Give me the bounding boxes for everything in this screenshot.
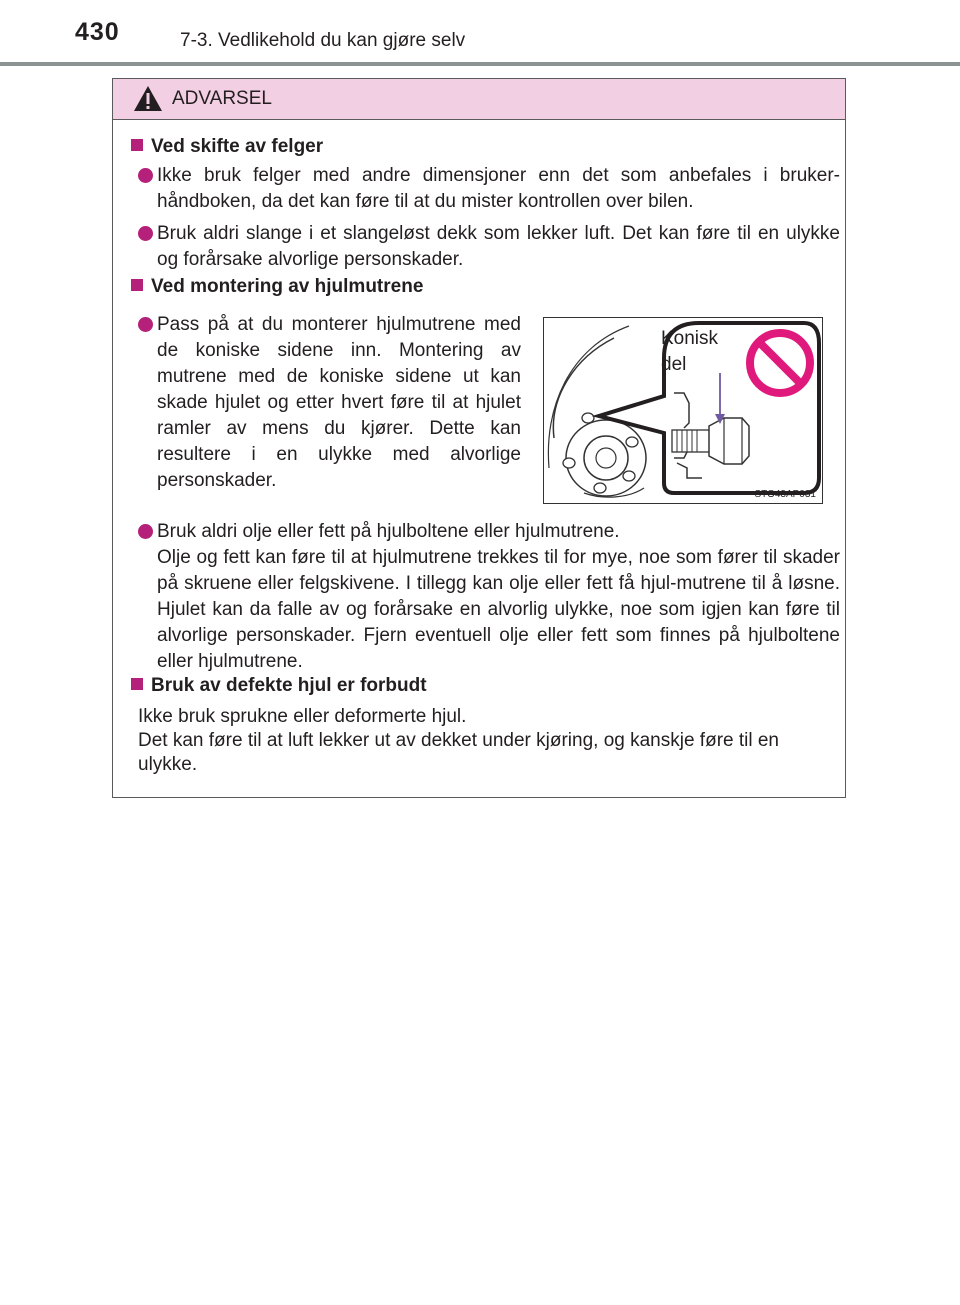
figure-label-line2: del <box>661 354 687 375</box>
heading-text: Ved skifte av felger <box>151 136 324 157</box>
bullet-item <box>138 312 521 494</box>
heading-marker <box>131 279 143 291</box>
warning-label: ADVARSEL <box>172 88 272 109</box>
bullet-dot <box>138 168 153 183</box>
bullet-text: Pass på at du monterer hjulmutrene med de koniske sidene inn. Montering av mutrene med de koniske sidene ut kan skade hjulet og etter hvert føre til at hjulet ramler av mens du kjører. Dette kan resultere i en ulykke med alvorlige personskader. <box>157 314 521 491</box>
warning-triangle-icon <box>133 85 163 112</box>
heading-wheel-change <box>131 136 323 158</box>
figure-code: STO43AP031 <box>754 489 816 500</box>
wheel-nut-figure <box>543 317 823 504</box>
bullet-text: Olje og fett kan føre til at hjulmutrene trekkes til for mye, noe som fører til skader på skruene eller felgskivene. I tillegg kan olje eller fett få hjul-mutrene til å løsne. Hjulet kan da falle av og forårsake en alvorlig ulykke, noe som igjen kan føre til alvorlige personskader. Fjern eventuell olje eller fett som finnes på hjulboltene eller hjulmutrene. <box>157 547 840 672</box>
heading-text: Ved montering av hjulmutrene <box>151 276 424 297</box>
bullet-text: Ikke bruk felger med andre dimensjoner enn det som anbefales i bruker-håndboken, da det kan føre til at du mister kontrollen over bilen. <box>157 165 840 212</box>
header-rule <box>0 62 960 66</box>
figure-label-line1: Konisk <box>661 328 719 349</box>
section-title: 7-3. Vedlikehold du kan gjøre selv <box>180 30 466 51</box>
bullet-item <box>138 163 840 215</box>
heading-defective-wheels <box>131 675 427 697</box>
bullet-dot <box>138 524 153 539</box>
warning-header <box>113 79 845 120</box>
paragraph-line: Ikke bruk sprukne eller deformerte hjul. <box>138 706 467 727</box>
bullet-dot <box>138 226 153 241</box>
heading-marker <box>131 678 143 690</box>
heading-marker <box>131 139 143 151</box>
bullet-item <box>138 221 840 273</box>
page-number: 430 <box>75 18 120 46</box>
heading-text: Bruk av defekte hjul er forbudt <box>151 675 427 696</box>
paragraph-line: Det kan føre til at luft lekker ut av dekket under kjøring, og kanskje føre til en ulykke. <box>138 730 779 775</box>
bullet-text: Bruk aldri slange i et slangeløst dekk som lekker luft. Det kan føre til en ulykke og forårsake alvorlige personskader. <box>157 223 840 270</box>
heading-nut-mounting <box>131 276 423 298</box>
warning-box <box>112 78 846 798</box>
bullet-item <box>138 519 840 675</box>
bullet-text-first-line: Bruk aldri olje eller fett på hjulboltene eller hjulmutrene. <box>157 521 620 542</box>
bullet-dot <box>138 317 153 332</box>
plain-paragraph <box>138 705 838 777</box>
